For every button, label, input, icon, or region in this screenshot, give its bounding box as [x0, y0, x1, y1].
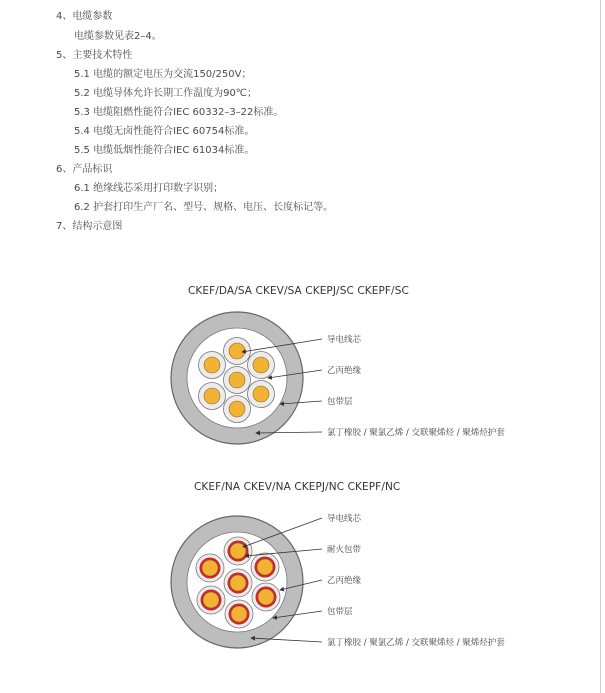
label-insulation-2: 乙丙绝缘 [327, 576, 362, 586]
section-4-heading: 4、电缆参数 [56, 11, 113, 22]
section-6-1: 6.1 绝缘线芯采用打印数字识别； [74, 183, 224, 194]
diagram1-model-list: CKEF/DA/SA CKEV/SA CKEPJ/SC CKEPF/SC [188, 285, 409, 297]
core-bottom [224, 396, 251, 423]
section-5-4: 5.4 电缆无卤性能符合IEC 60754标准。 [74, 126, 255, 137]
label-conductor-1: 导电线芯 [327, 335, 362, 345]
label-tape-2: 包带层 [327, 607, 353, 617]
fire-core-center [224, 569, 252, 597]
cable-cross-section-1 [171, 312, 505, 444]
core-center [224, 367, 251, 394]
section-5-1: 5.1 电缆的额定电压为交流150/250V； [74, 69, 252, 80]
section-5-heading: 5、主要技术特性 [56, 50, 133, 61]
section-6-heading: 6、产品标识 [56, 164, 113, 175]
label-insulation-1: 乙丙绝缘 [327, 366, 362, 376]
fire-core-lower-right [252, 583, 280, 611]
diagram2-model-list: CKEF/NA CKEV/NA CKEPJ/NC CKEPF/NC [194, 481, 401, 493]
fire-core-upper-left [196, 554, 224, 582]
section-5-5: 5.5 电缆低烟性能符合IEC 61034标准。 [74, 145, 255, 156]
label-conductor-2: 导电线芯 [327, 514, 362, 524]
core-upper-left [199, 352, 226, 379]
core-lower-right [248, 381, 275, 408]
section-5-3: 5.3 电缆阻燃性能符合IEC 60332–3–22标准。 [74, 107, 284, 118]
fire-core-bottom [225, 600, 253, 628]
label-sheath-1: 氯丁橡胶 / 聚氯乙烯 / 交联聚烯烃 / 聚烯烃护套 [327, 428, 505, 438]
fire-core-lower-left [197, 586, 225, 614]
cable-cross-section-2 [171, 513, 505, 648]
label-tape-1: 包带层 [327, 397, 353, 407]
fire-core-upper-right [251, 553, 279, 581]
fire-core-top [224, 537, 252, 565]
section-6-2: 6.2 护套打印生产厂名、型号、规格、电压、长度标记等。 [74, 202, 334, 213]
label-fire-tape-2: 耐火包带 [327, 545, 362, 555]
label-sheath-2: 氯丁橡胶 / 聚氯乙烯 / 交联聚烯烃 / 聚烯烃护套 [327, 638, 505, 648]
section-7-heading: 7、结构示意图 [56, 221, 123, 232]
core-upper-right [248, 352, 275, 379]
section-4-body: 电缆参数见表2–4。 [74, 31, 162, 42]
core-lower-left [199, 383, 226, 410]
section-5-2: 5.2 电缆导体允许长期工作温度为90℃； [74, 88, 258, 99]
